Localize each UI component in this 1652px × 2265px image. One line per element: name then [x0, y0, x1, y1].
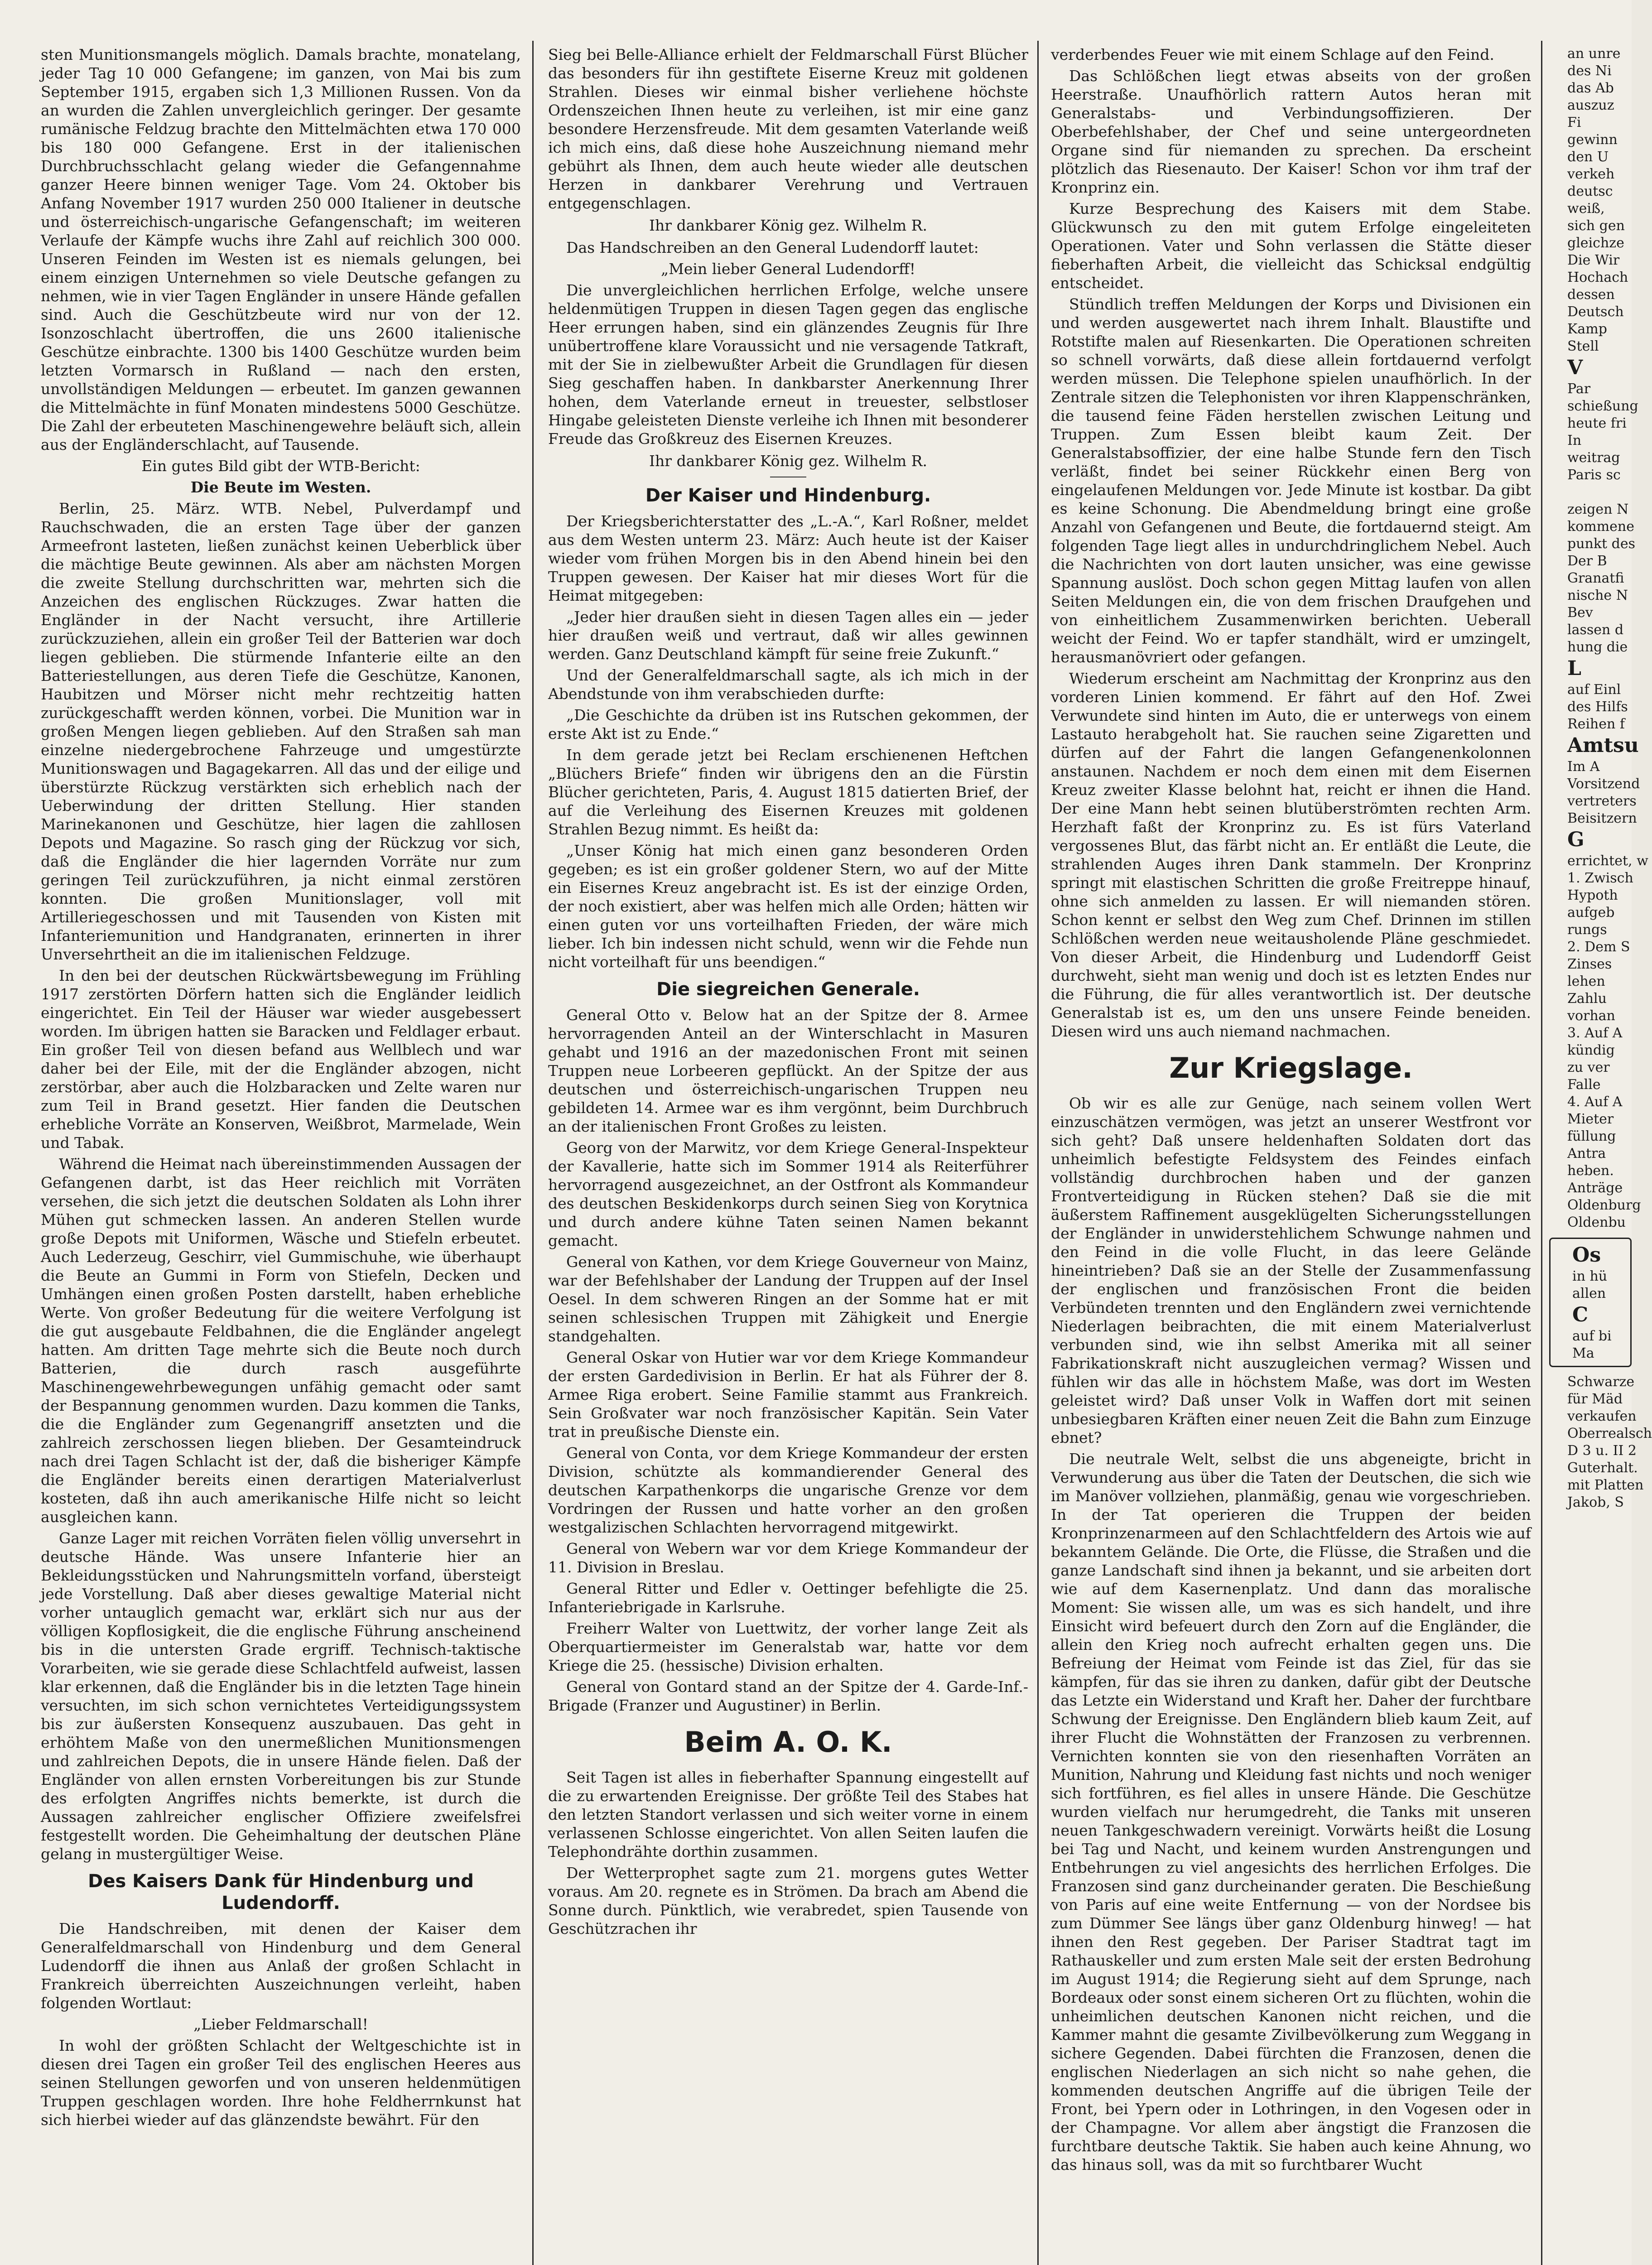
text-fragment: Hypoth — [1567, 887, 1618, 903]
article-paragraph: Die unvergleichlichen herrlichen Erfolge, welche unsere heldenmütigen Truppen in diesen Tagen gegen das englische Heer errungen haben, sind ein glänzendes Zeugnis für Ihre unübertroffene klare Voraussicht und nie versagende Tatkraft, mit der Sie in zielbewußter Arbeit die Grundlagen für diesen Sieg geschaffen haben. In dankbarster Anerkennung Ihrer hohen, dem Vaterlande erneut in treuester, selbstloser Hingabe geleisteten Dienste verleihe ich Ihnen mit besonderer Freude das Großkreuz des Eisernen Kreuzes. — [548, 281, 1028, 448]
column-divider — [532, 41, 534, 2265]
text-fragment: punkt des — [1567, 536, 1635, 552]
article-paragraph: „Unser König hat mich einen ganz besonderen Orden gegeben; es ist ein großer goldener Stern, wo auf der Mitte ein Eisernes Kreuz angebracht ist. Es ist der einzige Orden, der noch existiert, aber was helfen mich alle Orden; hätten wir einen guten vor uns vorteilhaften Frieden, der wäre mich lieber. Ich bin indessen nicht schuld, wenn wir die Fehde nun nicht vorteilhaft für uns beendigen.“ — [548, 842, 1028, 971]
text-fragment: vorhan — [1567, 1008, 1615, 1024]
text-fragment: Der B — [1567, 553, 1607, 569]
text-fragment: Die Wir — [1567, 252, 1620, 268]
article-paragraph: General Otto v. Below hat an der Spitze der 8. Armee hervorragenden Anteil an der Winterschlacht in Masuren gehabt und 1916 an der mazedonischen Front mit seinen Truppen neue Lorbeeren gepflückt. An der Spitze der aus deutschen und österreichisch-ungarischen Truppen neu gebildeten 14. Armee war es ihm vergönnt, beim Durchbruch an der italienischen Front Großes zu leisten. — [548, 1006, 1028, 1135]
text-fragment: mit Platten — [1567, 1477, 1644, 1493]
subheading: Die Beute im Westen. — [190, 478, 371, 496]
text-fragment: Reihen f — [1567, 716, 1625, 732]
text-fragment: hung die — [1567, 639, 1628, 655]
article-paragraph: Stündlich treffen Meldungen der Korps und Divisionen ein und werden ausgewertet nach ihrem Inhalt. Blaustifte und Rotstifte malen auf Riesenkarten. Die Operationen schreiten so schnell vorwärts, daß diese allein fortdauernd verfolgt werden müssen. Die Telephone spielen unaufhörlich. In der Zentrale sitzen die Telephonisten vor ihren Klappenschränken, die tausend feine Fäden herstellen zwischen Leitung und Truppen. Zum Essen bleibt kaum Zeit. Der Generalstabsoffizier, der eine halbe Stunde fern den Tisch verläßt, findet bei seiner Rückkehr einen Berg von eingelaufenen Meldungen vor. Jede Minute ist kostbar. Da gibt es keine Schonung. Die Abendmeldung bringt eine große Anzahl von Gefangenen und Beute, die fortdauernd steigt. Am folgenden Tage liegt alles in undurchdringlichem Nebel. Auch die Nachrichten von dort lauten unsicher, was eine gewisse Spannung auslöst. Doch schon gegen Mittag laufen von allen Seiten Meldungen ein, die von dem frischen Draufgehen und von einheitlichem Zusammenwirken berichten. Ueberall weicht der Feind. Wo er tapfer standhält, wird er umzingelt, herausmanövriert oder gefangen. — [1051, 295, 1531, 666]
headline-siegreichen-generale: Die siegreichen Generale. — [656, 979, 920, 1000]
text-fragment — [1549, 484, 1632, 501]
text-fragment: Beisitzern — [1567, 810, 1637, 826]
text-fragment: Hochach — [1567, 270, 1628, 285]
text-fragment: lehen — [1567, 973, 1605, 989]
article-paragraph: Und der Generalfeldmarschall sagte, als ich mich in der Abendstunde von ihm verabschieden durfte: — [548, 666, 1028, 703]
text-fragment: des Hilfs — [1567, 699, 1628, 715]
text-fragment: weitrag — [1567, 450, 1620, 466]
text-fragment: kommene — [1567, 519, 1634, 535]
text-fragment: D 3 u. II 2 — [1567, 1443, 1637, 1459]
text-fragment: weiß, — [1567, 201, 1605, 217]
text-fragment-group — [1549, 45, 1632, 355]
article-paragraph: General von Conta, vor dem Kriege Kommandeur der ersten Division, schützte als kommandierender General des deutschen Karpathenkorps die ungarische Grenze vor dem Vordringen der Russen und hatte vorher an den großen westgalizischen Schlachten hervorragend mitgewirkt. — [548, 1444, 1028, 1536]
text-fragment: Paris sc — [1567, 467, 1621, 483]
signature-line: Ihr dankbarer König gez. Wilhelm R. — [649, 452, 927, 470]
headline-kaisers-dank: Des Kaisers Dank für Hindenburg und Ludendorff. — [88, 1871, 474, 1913]
article-paragraph: Wiederum erscheint am Nachmittag der Kronprinz aus den vorderen Linien kommend. Er fährt auf den Hof. Zwei Verwundete sind hinten im Auto, die er unterwegs von einem Lastauto herabgeholt hat. Sie rauchen seine Zigaretten und dürfen auf der Fahrt die langen Gefangenenkolonnen anstaunen. Nachdem er noch dem einen mit dem Eisernen Kreuz zweiter Klasse belohnt hat, reicht er ihnen die Hand. Der eine Mann hebt seinen blutüberströmten rechten Arm. Herzhaft faßt der Kronprinz zu. Es ist fürs Vaterland vergossenes Blut, das färbt nicht an. Er entläßt die Leute, die strahlenden Auges ihren Dank stammeln. Der Kronprinz springt mit elastischen Schritten die große Freitreppe hinauf, ohne sich anmelden zu lassen. Er will niemanden stören. Schon kennt er selbst den Weg zum Chef. Drinnen im stillen Schlößchen werden neue weitausholende Pläne geschmiedet. Von dieser Arbeit, die Hindenburg und Ludendorff Geist durchweht, sieht man wenig und doch ist es letzten Endes nur die Führung, die für alles verantwortlich ist. Der deutsche Generalstab ist es, um den uns unsere Feinde beneiden. Diesen wird uns auch niemand nachmachen. — [1051, 670, 1531, 1040]
article-paragraph: Sieg bei Belle-Alliance erhielt der Feldmarschall Fürst Blücher das besonders für ihn gestiftete Eiserne Kreuz mit goldenen Strahlen. Dieses wir einmal bisher verliehene höchste Ordenszeichen Ihnen heute zu verleihen, ist mir eine ganz besondere Herzensfreude. Mit dem gesamten Vaterlande weiß ich mich eins, daß diese hohe Auszeichnung niemand mehr gebührt als Ihnen, dem auch heute wieder alle deutschen Herzen in dankbarer Verehrung und Vertrauen entgegenschlagen. — [548, 46, 1028, 212]
article-paragraph: In dem gerade jetzt bei Reclam erschienenen Heftchen „Blüchers Briefe“ finden wir übrigens den an die Fürstin Blücher gerichteten, Paris, 4. August 1815 datierten Brief, der auf die Verleihung des Eisernen Kreuzes mit goldenen Strahlen Bezug nimmt. Es heißt da: — [548, 746, 1028, 838]
text-fragment: zu ver — [1567, 1060, 1610, 1075]
article-paragraph: sten Munitionsmangels möglich. Damals brachte, monatelang, jeder Tag 10 000 Gefangene; im ganzen, von Mai bis zum September 1915, ergaben sich 1,3 Millionen Russen. Von da an wurden die Zahlen unvergleichlich geringer. Der gesamte rumänische Feldzug brachte den Mittelmächten etwa 170 000 bis 180 000 Gefangene. Erst in der italienischen Durchbruchsschlacht gelang wieder die Gefangennahme ganzer Heere binnen weniger Tage. Vom 24. Oktober bis Anfang November 1917 wurden 250 000 Italiener in deutsche und österreichisch-ungarische Gefangenschaft; im weiteren Verlaufe der Kämpfe wuchs ihre Zahl auf reichlich 300 000. Unseren Feinden im Westen ist es niemals gelungen, bei einem einzigen Unternehmen so viele Deutsche gefangen zu nehmen, wie in vier Tagen Engländer in unsere Hände gefallen sind. Auch die Geschützbeute wird nur von der 12. Isonzoschlacht übertroffen, die uns 2600 italienische Geschütze einbrachte. 1300 bis 1400 Geschütze wurden beim letzten Vormarsch in Rußland — nach den ersten, unvollständigen Meldungen — erbeutet. Im ganzen gewannen die Mittelmächte in fünf Monaten mindestens 5000 Geschütze. Die Zahl der erbeuteten Maschinengewehre beläuft sich, allein aus der Engländerschlacht, auf Tausende. — [41, 46, 521, 453]
fragment-heading: V — [1567, 356, 1583, 379]
text-fragment: Jakob, S — [1567, 1494, 1624, 1510]
article-paragraph: In wohl der größten Schlacht der Weltgeschichte ist in diesen drei Tagen ein großer Teil des englischen Heeres aus seinen Stellungen geworfen und von unseren heldenmütigen Truppen geschlagen worden. Ihre hohe Feldherrnkunst hat sich hierbei wieder auf das glänzendste bewährt. Für den — [41, 2037, 521, 2129]
fragment-heading: L — [1567, 657, 1581, 680]
article-paragraph: Ob wir es alle zur Genüge, nach seinem vollen Wert einzuschätzen vermögen, was jetzt an unserer Westfront vor sich geht? Daß unsere heldenhaften Soldaten dort das unheimlich befestigte Feldsystem des Feindes einfach vollständig durchbrochen haben und der ganzen Frontverteidigung in Rücken stehen? Daß sie die mit äußerstem Raffinement ausgeklügelten Sicherungsstellungen der Engländer in unwiderstehlichem Schwunge nahmen und den Feind in die volle Flucht, in das leere Gelände hineintrieben? Daß sie an der Stelle der Zusammenfassung der englischen und französischen Front die beiden Verbündeten trennten und den Engländern zwei vernichtende Niederlagen beibrachten, die mit einem Materialverlust verbunden sind, wie ihn selbst Amerika mit all seiner Fabrikationskraft nicht auszugleichen vermag? Wissen und fühlen wir das alle in höchstem Maße, was dort im Westen geleistet wird? Daß unser Volk in Waffen dort mit seinen unbesiegbaren Kräften einer neuen Zeit die Bahn zum Einzuge ebnet? — [1051, 1094, 1531, 1446]
article-paragraph: Die neutrale Welt, selbst die uns abgeneigte, bricht in Verwunderung aus über die Taten der Deutschen, die sich wie im Manöver vollziehen, planmäßig, genau wie vorgeschrieben. In der Tat operieren die Truppen der beiden Kronprinzenarmeen auf den Schlachtfeldern des Artois wie auf bekanntem Gelände. Die Orte, die Flüsse, die Straßen und die ganze Landschaft sind ihnen ja bekannt, und sie arbeiten dort wie auf dem Kasernenplatz. Und dann das moralische Moment: Sie wissen alle, um was es sich handelt, und ihre Einsicht wird befeuert durch den Zorn auf die Engländer, die allein den Krieg noch aufrecht erhalten gegen uns. Die Befreiung der Heimat vom Feinde ist das Ziel, für das sie kämpfen, für das sie ihren zu danken, dafür gibt der Deutsche das Letzte ein Widerstand und Kraft her. Daher der furchtbare Schwung der Ereignisse. Den Engländern blieb kaum Zeit, auf ihrer Flucht die Wohnstätten der Franzosen zu verbrennen. Vernichten konnten sie von den riesenhaften Vorräten an Munition, Nahrung und Kleidung fast nichts und noch weniger sich fortführen, es fiel alles in unsere Hände. Die Geschütze wurden vielfach nur herumgedreht, die Tanks mit unseren neuen Tankgeschwadern vereinigt. Vorwärts heißt die Losung bei Tag und Nacht, und keinem wurden Anstrengungen und Entbehrungen zu viel angesichts des herrlichen Erfolges. Die Franzosen sind ganz durcheinander geraten. Die Beschießung von Paris auf eine weite Entfernung — von der Nordsee bis zum Dümmer See längs über ganz Oldenburg hinweg! — hat ihnen den Rest gegeben. Der Pariser Stadtrat tagt im Rathauskeller und zum ersten Male seit der ersten Bedrohung im August 1914; die Regierung sieht auf dem Sprunge, nach Bordeaux oder sonst einem sicheren Ort zu flüchten, wohin die unheimlichen deutschen Kanonen nicht reichen, und die Kammer mahnt die gesamte Zivilbevölkerung zum Weggang in sichere Gegenden. Dabei fürchten die Franzosen, denen die englischen Niederlagen an sich nicht so nahe gehen, die kommenden deutschen Angriffe auf die übrigen Teile der Front, bei Ypern oder in Lothringen, in den Vogesen oder in der Champagne. Vor allem aber ängstigt die Franzosen die furchtbare deutsche Taktik. Sie haben auch keine Ahnung, wo das hinaus soll, was da mit so furchtbarer Wucht — [1051, 1450, 1531, 2173]
article-paragraph: General Ritter und Edler v. Oettinger befehligte die 25. Infanteriebrigade in Karlsruhe. — [548, 1580, 1028, 1616]
article-paragraph: Kurze Besprechung des Kaisers mit dem Stabe. Glückwunsch zu den mit gutem Erfolge eingeleiteten Operationen. Vater und Sohn verlassen die Stätte dieser fieberhaften Arbeit, die vielleicht das Schicksal endgültig entscheidet. — [1051, 200, 1531, 292]
signature-line: Ihr dankbarer König gez. Wilhelm R. — [649, 217, 927, 234]
article-paragraph: Der Wetterprophet sagte zum 21. morgens gutes Wetter voraus. Am 20. regnete es in Strömen. Da brach am Abend die Sonne durch. Pünktlich, wie verabredet, spien Tausende von Geschützrachen ihr — [548, 1864, 1028, 1937]
article-paragraph: Georg von der Marwitz, vor dem Kriege General-Inspekteur der Kavallerie, hatte sich im Sommer 1914 als Reiterführer hervorragend ausgezeichnet, an der Ostfront als Kommandeur des deutschen Beskidenkorps durch seinen Sieg von Korytnica und durch andere kühne Taten seinen Namen bekannt gemacht. — [548, 1139, 1028, 1249]
article-paragraph: Der Kriegsberichterstatter des „L.-A.“, Karl Roßner, meldet aus dem Westen unterm 23. März: Auch heute ist der Kaiser wieder vom frühen Morgen bis in den Abend hinein bei den Truppen gewesen. Der Kaiser hat mir dieses Wort für die Heimat mitgegeben: — [548, 512, 1028, 604]
article-paragraph: Seit Tagen ist alles in fieberhafter Spannung eingestellt auf die zu erwartenden Ereignisse. Der größte Teil des Stabes hat den letzten Standort verlassen und sich weiter vorne in einem verlassenen Schlosse eingerichtet. Von allen Seiten laufen die Telephondrähte dorthin zusammen. — [548, 1769, 1028, 1860]
text-fragment: Deutsch — [1567, 304, 1624, 320]
advertisement-box — [1549, 1238, 1632, 1367]
text-fragment: gewinn — [1567, 132, 1618, 148]
article-paragraph: Das Handschreiben an den General Ludendorff lautet: — [566, 239, 979, 256]
article-paragraph: Freiherr Walter von Luettwitz, der vorher lange Zeit als Oberquartiermeister im Generalstab war, hatte vor dem Kriege die 25. (hessische) Division erhalten. — [548, 1619, 1028, 1674]
article-paragraph: Das Schlößchen liegt etwas abseits von der großen Heerstraße. Unaufhörlich rattern Autos heran mit Generalstabs- und Verbindungsoffizieren. Der Oberbefehlshaber, der Chef und seine untergeordneten Organe sind für niemanden zu sprechen. Da erscheint plötzlich das Riesenauto. Der Kaiser! Schon vor ihm traf der Kronprinz ein. — [1051, 67, 1531, 196]
column-4-cropped — [1549, 45, 1652, 2265]
text-fragment-group — [1549, 681, 1632, 733]
column-3 — [1051, 45, 1531, 2265]
headline-beim-aok: Beim A. O. K. — [684, 1725, 892, 1759]
text-fragment: zeigen N — [1567, 501, 1629, 517]
letter-salutation: „Mein lieber General Ludendorff! — [661, 260, 915, 278]
text-fragment: Falle — [1567, 1077, 1601, 1093]
text-fragment: Zinses — [1567, 956, 1612, 972]
text-fragment: Im A — [1567, 759, 1600, 775]
text-fragment: allen — [1572, 1286, 1606, 1301]
column-1 — [41, 45, 521, 2265]
text-fragment: auf Einl — [1567, 682, 1621, 698]
text-fragment: Mieter — [1567, 1111, 1614, 1127]
text-fragment: aufgeb — [1567, 905, 1615, 920]
text-fragment: an unre — [1567, 46, 1621, 62]
letter-salutation: „Lieber Feldmarschall! — [193, 2015, 368, 2033]
text-fragment: In — [1567, 433, 1582, 448]
text-fragment: vertreters — [1567, 793, 1637, 809]
text-fragment: gleichze — [1567, 235, 1624, 251]
ad-heading: C — [1572, 1303, 1589, 1326]
text-fragment-group — [1554, 1268, 1627, 1302]
text-fragment: heute fri — [1567, 415, 1627, 431]
text-fragment: 1. Zwisch — [1567, 870, 1633, 886]
fragment-heading: G — [1567, 828, 1585, 851]
text-fragment: verkeh — [1567, 166, 1615, 182]
text-fragment: Schwarze — [1567, 1374, 1635, 1390]
article-paragraph: Ganze Lager mit reichen Vorräten fielen völlig unversehrt in deutsche Hände. Was unsere Infanterie hier an Bekleidungsstücken und Nahrungsmitteln vorfand, übersteigt jede Vorstellung. Daß aber dieses gewaltige Material nicht vorher untauglich gemacht war, erklärt sich nur aus der völligen Kopflosigkeit, die die englische Führung anscheinend bis in die untersten Grade ergriff. Technisch-taktische Vorarbeiten, wie sie gerade diese Schlachtfeld aufweist, lassen klar erkennen, daß die Engländer bis in die letzten Tage hinein versuchten, im sich schon vernichtetes Verteidigungssystem bis zur äußersten Konsequenz auszubauen. Das geht in erhöhtem Maße von den unermeßlichen Munitionsmengen und zahlreichen Depots, die in unsere Hände fielen. Daß der Engländer von allen ernsten Vorbereitungen bis zur Stunde des erfolgten Angriffes nichts bemerkte, ist durch die Aussagen zahlreicher englischer Offiziere zweifelsfrei festgestellt worden. Die Geheimhaltung der deutschen Pläne gelang in mustergültiger Weise. — [41, 1529, 521, 1863]
article-paragraph: Während die Heimat nach übereinstimmenden Aussagen der Gefangenen darbt, ist das Heer reichlich mit Vorräten versehen, die sich jetzt die deutschen Soldaten als Lohn ihrer Mühen gut schmecken lassen. An anderen Stellen wurde große Depots mit Uniformen, Wäsche und Stiefeln erbeutet. Auch Lederzeug, Geschirr, viel Gummischuhe, wie überhaupt die Beute an Gummi in Form von Stiefeln, Decken und Umhängen einen großen Posten darstellt, haben erhebliche Werte. Von großer Bedeutung für die weitere Verfolgung ist die gut ausgebaute Feldbahnen, die die Engländer angelegt hatten. Am dritten Tage mehrte sich die Beute noch durch Batterien, die durch rasch ausgeführte Maschinengewehrbewegungen unfähig gemacht oder samt der Bespannung genommen wurden. Dazu kommen die Tanks, die die Engländer zum Gegenangriff ansetzten und die zahlreich zerschossen liegen blieben. Der Gesamteindruck nach drei Tagen Schlacht ist der, daß die bisheriger Kämpfe die Engländer bereits einen derartigen Materialverlust kosteten, daß ihn auch amerikanische Hilfe nicht so leicht ausgleichen kann. — [41, 1155, 521, 1526]
text-fragment: kündig — [1567, 1042, 1615, 1058]
column-2 — [548, 45, 1028, 2265]
text-fragment: auszuz — [1567, 97, 1614, 113]
text-fragment-group — [1549, 758, 1640, 827]
text-fragment: Bev — [1567, 605, 1593, 621]
article-paragraph: General Oskar von Hutier war vor dem Kriege Kommandeur der ersten Gardedivision in Berlin. Er hat als Führer der 8. Armee Riga erobert. Seine Familie stammt aus Frankreich. Sein Großvater war noch französischer Kapitän. Sein Vater trat in preußische Dienste ein. — [548, 1349, 1028, 1441]
text-fragment: Oberrealsch — [1567, 1426, 1652, 1441]
article-paragraph: Berlin, 25. März. WTB. Nebel, Pulverdampf und Rauchschwaden, die an ersten Tage über der ganzen Armeefront lasteten, ließen zunächst keinen Ueberblick über die mächtige Beute gewinnen. Als aber am nächsten Morgen die zweite Stellung durchschritten war, mehrten sich die Anzeichen des englischen Rückzuges. Zwar hatten die Engländer in der Nacht versucht, ihre Artillerie zurückzuziehen, allein ein großer Teil der Batterien war doch liegen geblieben. Die stürmende Infanterie eilte an den Batteriestellungen, aus deren Tiefe die Geschütze, Kanonen, Haubitzen und Mörser nicht mehr rechtzeitig hatten zurückgeschafft werden können, vorbei. Die Munition war in großen Mengen liegen geblieben. Auf den Straßen sah man einzelne niedergebrochene Fahrzeuge und umgestürzte Munitionswagen und Bagagekarren. All das und der eilige und überstürzte Rückzug verstärkten sich erheblich nach der Ueberwindung der dritten Stellung. Hier standen Marinekanonen und Geschütze, hier lagen die zahllosen Depots und Magazine. So rasch ging der Rückzug vor sich, daß die Engländer die hier lagernden Vorräte nur zum geringen Teil zurückzuführen, ja nicht einmal zerstören konnten. Die großen Munitionslager, voll mit Artilleriegeschossen und mit Tausenden von Kisten mit Infanteriemunition und Handgranaten, erinnerten in ihrer Unversehrtheit an die im italienischen Feldzuge. — [41, 500, 521, 963]
text-fragment: Ma — [1572, 1345, 1594, 1361]
article-paragraph: verderbendes Feuer wie mit einem Schlage auf den Feind. — [1051, 46, 1494, 63]
article-paragraph: General von Webern war vor dem Kriege Kommandeur der 11. Division in Breslau. — [548, 1540, 1028, 1576]
text-fragment: deutsc — [1567, 183, 1613, 199]
text-fragment: Oldenburg — [1567, 1197, 1641, 1213]
text-fragment: auf bi — [1572, 1328, 1612, 1344]
text-fragment: den U — [1567, 149, 1609, 165]
text-fragment: schießung — [1567, 398, 1638, 414]
text-fragment: dessen — [1567, 287, 1615, 303]
text-fragment: lassen d — [1567, 622, 1624, 638]
text-fragment: errichtet, w — [1567, 853, 1648, 869]
text-fragment: für Mäd — [1567, 1391, 1623, 1407]
amts-banner: Amtsu — [1567, 734, 1639, 757]
text-fragment-group — [1554, 1328, 1627, 1362]
text-fragment: Anträge — [1567, 1180, 1623, 1196]
headline-kaiser-hindenburg: Der Kaiser und Hindenburg. — [645, 485, 931, 506]
article-paragraph: In den bei der deutschen Rückwärtsbewegung im Frühling 1917 zerstörten Dörfern hatten sich die Engländer leidlich eingerichtet. Ein Teil der Häuser war wieder ausgebessert worden. Im übrigen hatten sie Baracken und Feldlager erbaut. Ein großer Teil von diesen befand aus Wellblech und war daher bei der Eile, mit der die Engländer abzogen, nicht zerstörbar, aber auch die Holzbaracken und Zelte waren nur zum Teil in Brand gesetzt. Hier fanden die Deutschen erhebliche Vorräte an Konserven, Weißbrot, Marmelade, Wein und Tabak. — [41, 967, 521, 1152]
article-paragraph: Ein gutes Bild gibt der WTB-Bericht: — [141, 457, 420, 475]
text-fragment: sich gen — [1567, 218, 1625, 234]
column-divider — [1037, 41, 1039, 2265]
text-fragment: 3. Auf A — [1567, 1025, 1623, 1041]
text-fragment: Par — [1567, 381, 1591, 397]
column-divider — [1541, 41, 1542, 2265]
text-fragment: verkaufen — [1567, 1408, 1637, 1424]
article-paragraph: General von Gontard stand an der Spitze der 4. Garde-Inf.-Brigade (Franzer und Augustiner) in Berlin. — [548, 1678, 1028, 1714]
text-fragment: 4. Auf A — [1567, 1094, 1623, 1110]
article-paragraph: General von Kathen, vor dem Kriege Gouverneur von Mainz, war der Befehlshaber der Landung der Truppen auf der Insel Oesel. In dem schweren Ringen an der Somme hat er mit seinen schlesischen Truppen mit Zähigkeit und Energie standgehalten. — [548, 1253, 1028, 1345]
text-fragment: Stell — [1567, 338, 1599, 354]
text-fragment: Guterhalt. — [1567, 1460, 1638, 1476]
text-fragment: in hü — [1572, 1268, 1608, 1284]
text-fragment: rungs — [1567, 922, 1607, 938]
article-paragraph: „Die Geschichte da drüben ist ins Rutschen gekommen, der erste Akt ist zu Ende.“ — [548, 706, 1028, 742]
article-paragraph: „Jeder hier draußen sieht in diesen Tagen alles ein — jeder hier draußen weiß und vertraut, daß wir alles gewinnen werden. Ganz Deutschland kämpft für seine freie Zukunft.“ — [548, 608, 1028, 663]
text-fragment: Vorsitzend — [1567, 776, 1640, 792]
text-fragment: Antra — [1567, 1146, 1606, 1161]
text-fragment: Kamp — [1567, 321, 1607, 337]
headline-zur-kriegslage: Zur Kriegslage. — [1169, 1051, 1413, 1084]
text-fragment: Oldenbu — [1567, 1214, 1626, 1230]
text-fragment: Granatfi — [1567, 570, 1624, 586]
text-fragment: füllung — [1567, 1128, 1616, 1144]
text-fragment-group — [1549, 381, 1638, 656]
ad-heading: Os — [1572, 1243, 1601, 1267]
text-fragment: des Ni — [1567, 63, 1612, 79]
text-fragment-group — [1549, 1373, 1652, 1511]
text-fragment: 2. Dem S — [1567, 939, 1630, 955]
text-fragment: das Ab — [1567, 80, 1614, 96]
text-fragment: Fi — [1567, 115, 1581, 130]
text-fragment-group — [1549, 853, 1648, 1231]
text-fragment: heben. — [1567, 1163, 1614, 1179]
article-paragraph: Die Handschreiben, mit denen der Kaiser dem Generalfeldmarschall von Hindenburg und dem General Ludendorff die ihnen aus Anlaß der großen Schlacht in Frankreich überreichten Auszeichnungen verleiht, haben folgenden Wortlaut: — [41, 1920, 521, 2012]
text-fragment: Zahlu — [1567, 991, 1607, 1007]
text-fragment: nische N — [1567, 588, 1628, 603]
